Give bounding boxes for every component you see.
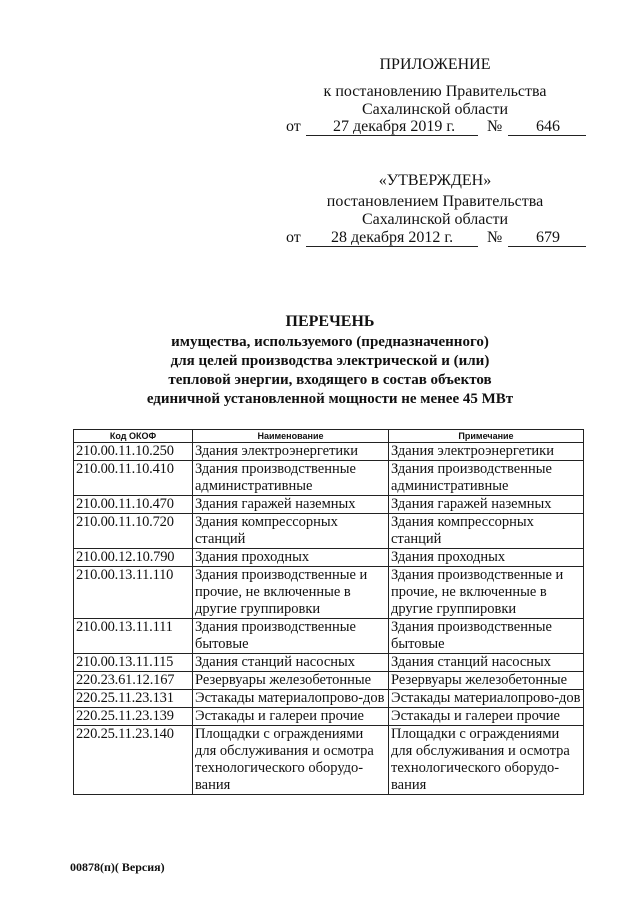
table-row [74, 514, 584, 549]
approved-date-line [0, 229, 640, 249]
item-name: Здания производственные административные [193, 461, 389, 496]
item-note: Здания компрессорных станций [389, 514, 584, 549]
table-row [74, 567, 584, 619]
table-row [74, 619, 584, 654]
appendix-line-1: к постановлению Правительства [323, 83, 547, 100]
appendix-date-line [0, 118, 640, 138]
okof-code: 210.00.13.11.110 [74, 567, 193, 619]
item-note: Резервуары железобетонные [389, 672, 584, 690]
subtitle-line-4: единичной установленной мощности не менее 45 МВт [146, 391, 514, 407]
okof-code: 220.25.11.23.139 [74, 708, 193, 726]
item-note: Эстакады и галереи прочие [389, 708, 584, 726]
item-name: Здания станций насосных [193, 654, 389, 672]
item-name: Здания проходных [193, 549, 389, 567]
approved-line-2: Сахалинской области [361, 211, 509, 228]
approved-number-label: № [487, 229, 503, 246]
approved-number-underline [508, 246, 586, 247]
item-name: Здания производственные бытовые [193, 619, 389, 654]
okof-code: 220.25.11.23.131 [74, 690, 193, 708]
table-row [74, 672, 584, 690]
approved-from-label: от [286, 229, 301, 246]
item-note: Здания гаражей наземных [389, 496, 584, 514]
subtitle-line-2: для целей производства электрической и (или) [170, 353, 490, 369]
table-row [74, 461, 584, 496]
okof-code: 210.00.11.10.470 [74, 496, 193, 514]
item-note: Здания электроэнергетики [389, 443, 584, 461]
item-note: Эстакады материалопрово-дов [389, 690, 584, 708]
item-note: Здания производственные бытовые [389, 619, 584, 654]
table-row [74, 443, 584, 461]
approved-number: 679 [536, 229, 560, 246]
okof-code: 210.00.12.10.790 [74, 549, 193, 567]
item-name: Эстакады и галереи прочие [193, 708, 389, 726]
list-title: ПЕРЕЧЕНЬ [285, 313, 375, 330]
item-name: Здания производственные и прочие, не включенные в другие группировки [193, 567, 389, 619]
item-note: Здания производственные и прочие, не включенные в другие группировки [389, 567, 584, 619]
appendix-number-label: № [487, 118, 503, 135]
table-row [74, 690, 584, 708]
approved-line-1: постановлением Правительства [326, 193, 544, 210]
table-row [74, 726, 584, 795]
approved-date-underline [306, 246, 478, 247]
table-row [74, 654, 584, 672]
table-row [74, 708, 584, 726]
table-row [74, 549, 584, 567]
okof-code: 220.23.61.12.167 [74, 672, 193, 690]
document-footer-code: 00878(п)( Версия) [70, 860, 165, 874]
item-name: Эстакады материалопрово-дов [193, 690, 389, 708]
appendix-date-underline [306, 135, 478, 136]
item-name: Площадки с ограждениями для обслуживания и осмотра технологического оборудо-вания [193, 726, 389, 795]
approved-title: «УТВЕРЖДЕН» [378, 172, 492, 189]
approved-date: 28 декабря 2012 г. [331, 229, 454, 246]
okof-code: 220.25.11.23.140 [74, 726, 193, 795]
item-note: Здания производственные административные [389, 461, 584, 496]
item-name: Здания компрессорных станций [193, 514, 389, 549]
header-code: Код ОКОФ [74, 430, 193, 443]
property-table [73, 429, 584, 795]
appendix-number-underline [508, 135, 586, 136]
subtitle-line-3: тепловой энергии, входящего в состав объектов [168, 372, 492, 388]
item-name: Резервуары железобетонные [193, 672, 389, 690]
appendix-line-2: Сахалинской области [361, 101, 509, 118]
appendix-from-label: от [286, 118, 301, 135]
table-row [74, 496, 584, 514]
appendix-title: ПРИЛОЖЕНИЕ [379, 56, 491, 73]
okof-code: 210.00.11.10.720 [74, 514, 193, 549]
okof-code: 210.00.11.10.410 [74, 461, 193, 496]
list-subtitle [60, 333, 600, 409]
subtitle-line-1: имущества, используемого (предназначенного) [171, 334, 489, 350]
item-note: Площадки с ограждениями для обслуживания и осмотра технологического оборудо-вания [389, 726, 584, 795]
item-note: Здания станций насосных [389, 654, 584, 672]
okof-code: 210.00.13.11.111 [74, 619, 193, 654]
item-name: Здания гаражей наземных [193, 496, 389, 514]
table-header-row [74, 430, 584, 443]
header-name: Наименование [193, 430, 389, 443]
appendix-date: 27 декабря 2019 г. [333, 118, 456, 135]
header-note: Примечание [389, 430, 584, 443]
okof-code: 210.00.13.11.115 [74, 654, 193, 672]
appendix-number: 646 [536, 118, 560, 135]
item-name: Здания электроэнергетики [193, 443, 389, 461]
okof-code: 210.00.11.10.250 [74, 443, 193, 461]
item-note: Здания проходных [389, 549, 584, 567]
